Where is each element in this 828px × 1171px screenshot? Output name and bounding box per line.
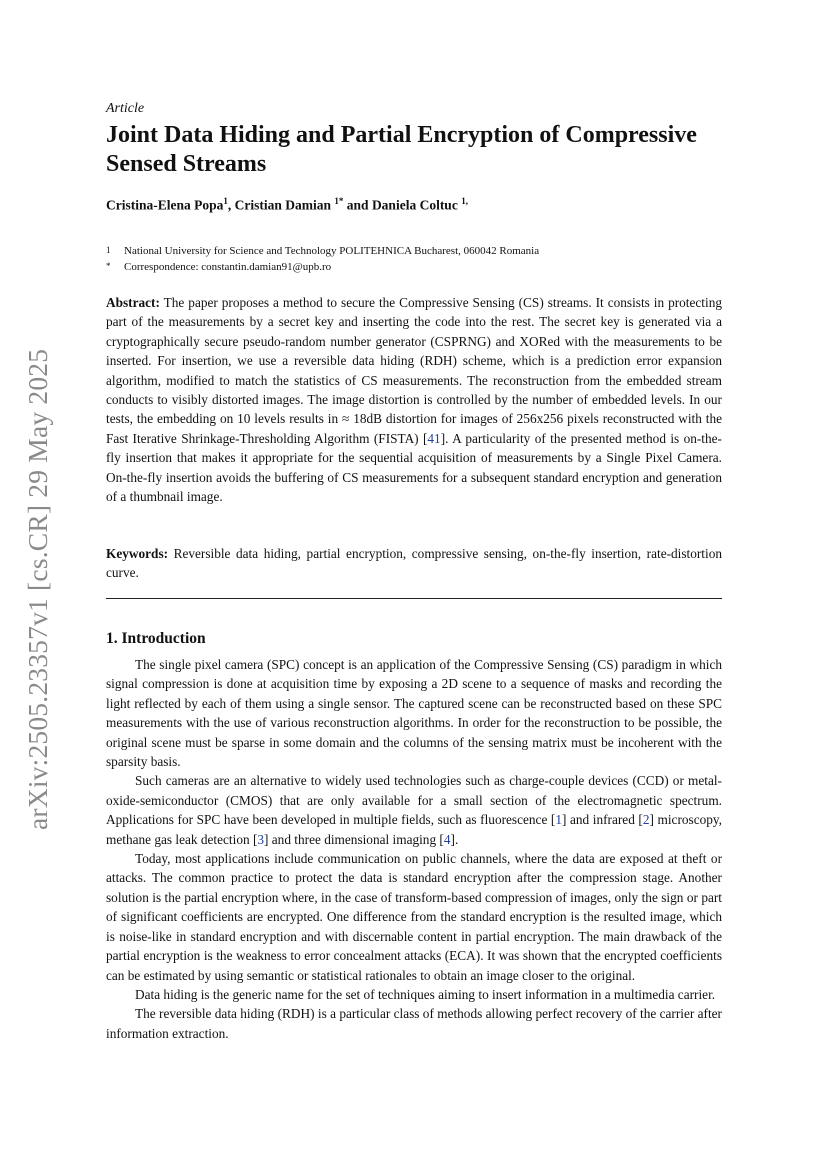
abstract-block <box>106 293 722 506</box>
keywords-block <box>106 544 722 583</box>
paragraph: The reversible data hiding (RDH) is a particular class of methods allowing perfect recovery of the carrier after information extraction. <box>106 1006 722 1041</box>
author-separator: and <box>343 197 372 213</box>
correspondence-text: Correspondence: constantin.damian91@upb.ro <box>124 261 332 273</box>
section-heading: 1. Introduction <box>106 630 206 647</box>
citation-link[interactable]: 3 <box>257 831 265 847</box>
author-affiliation-mark: 1, <box>461 196 468 206</box>
arxiv-side-stamp: arXiv:2505.23357v1 [cs.CR] 29 May 2025 <box>22 348 53 830</box>
paragraph-text: ] and infrared [ <box>562 812 643 828</box>
abstract-text: The paper proposes a method to secure the Compressive Sensing (CS) streams. It consists in protecting part of the measurements by a secret key and inserting the code into the rest. The secret key is generated via a cryptographically secure pseudo-random number generator (CSPRNG) and XORed with the measurements to be inserted. For insertion, we use a reversible data hiding (RDH) scheme, which is a prediction error expansion algorithm, modified to match the statistics of CS measurements. The reconstruction from the embedded stream conducts to visibly distorted images. The image distortion is controlled by the number of embedded levels. In our tests, the embedding on 10 levels results in ≈ 18dB distortion for images of 256x256 pixels reconstructed with the Fast Iterative Shrinkage-Thresholding Algorithm (FISTA) [ <box>106 295 722 446</box>
paragraph <box>106 771 722 849</box>
author-affiliation-mark: 1* <box>334 196 344 206</box>
affiliation-line <box>106 245 539 257</box>
citation-link[interactable]: 41 <box>427 430 441 446</box>
affiliation-text: National University for Science and Technology POLITEHNICA Bucharest, 060042 Romania <box>124 245 540 257</box>
correspondence-mark: * <box>106 261 111 271</box>
paragraph: The single pixel camera (SPC) concept is an application of the Compressive Sensing (CS) paradigm in which signal compression is done at acquisition time by exposing a 2D scene to a sequence of masks and recording the light reflected by each of them using a single sensor. The captured scene can be reconstructed based on these SPC measurements with the use of various reconstruction algorithms. In order for the reconstruction to be possible, the original scene must be sparse in some domain and the columns of the sensing matrix must be incoherent with the sparsity basis. <box>106 657 722 770</box>
paragraph: Today, most applications include communication on public channels, where the data are exposed at theft or attacks. The common practice to protect the data is standard encryption after the compression stage. Another solution is the partial encryption where, in the case of transform-based compression of images, only the sign or part of significant coefficients are encrypted. One difference from the standard encryption is the resulted image, which is noise-like in standard encryption and with discernable content in partial encryption. The main drawback of the partial encryption is the weakness to error concealment attacks (ECA). It was shown that the encrypted coefficients can be estimated by using semantic or statistical rationales to obtain an image closer to the original. <box>106 851 722 983</box>
abstract-text: ]. A particularity of the presented method is on-the-fly insertion that makes it appropriate for the sequential acquisition of measurements by a Single Pixel Camera. On-the-fly insertion avoids the buffering of CS measurements for a subsequent standard encryption and generation of a thumbnail image. <box>106 430 722 505</box>
keywords-label: Keywords: <box>106 546 169 561</box>
author-separator: , <box>227 197 235 213</box>
paragraph-text: ] and three dimensional imaging [ <box>264 831 444 847</box>
author-name: Daniela Coltuc <box>371 197 458 213</box>
paragraph-text: ] microscopy, methane gas leak detection [ <box>106 812 723 847</box>
citation-link[interactable]: 4 <box>443 831 451 847</box>
author-name: Cristian Damian <box>234 197 332 213</box>
affiliation-mark: 1 <box>106 245 111 255</box>
citation-link[interactable]: 1 <box>555 812 563 828</box>
paragraph-text: Such cameras are an alternative to widely used technologies such as charge-couple devices (CCD) or metal-oxide-semiconductor (CMOS) that are only available for a small section of the electromagnetic spectrum. Applications for SPC have been developed in multiple fields, such as fluorescence [ <box>106 773 722 828</box>
section-divider <box>106 598 722 599</box>
correspondence-line <box>106 261 331 273</box>
author-name: Cristina-Elena Popa <box>106 197 224 213</box>
article-type-label: Article <box>106 101 145 116</box>
abstract-label: Abstract: <box>106 295 160 310</box>
paragraph-text: ]. <box>450 831 459 847</box>
section-body <box>106 655 722 1043</box>
author-affiliation-mark: 1 <box>223 196 228 206</box>
keywords-text: Reversible data hiding, partial encryption, compressive sensing, on-the-fly insertion, rate-distortion curve. <box>106 546 722 581</box>
author-list <box>106 196 468 214</box>
paragraph: Data hiding is the generic name for the set of techniques aiming to insert information in a multimedia carrier. <box>135 986 716 1002</box>
paper-title: Joint Data Hiding and Partial Encryption of Compressive Sensed Streams <box>106 122 697 177</box>
citation-link[interactable]: 2 <box>642 812 650 828</box>
